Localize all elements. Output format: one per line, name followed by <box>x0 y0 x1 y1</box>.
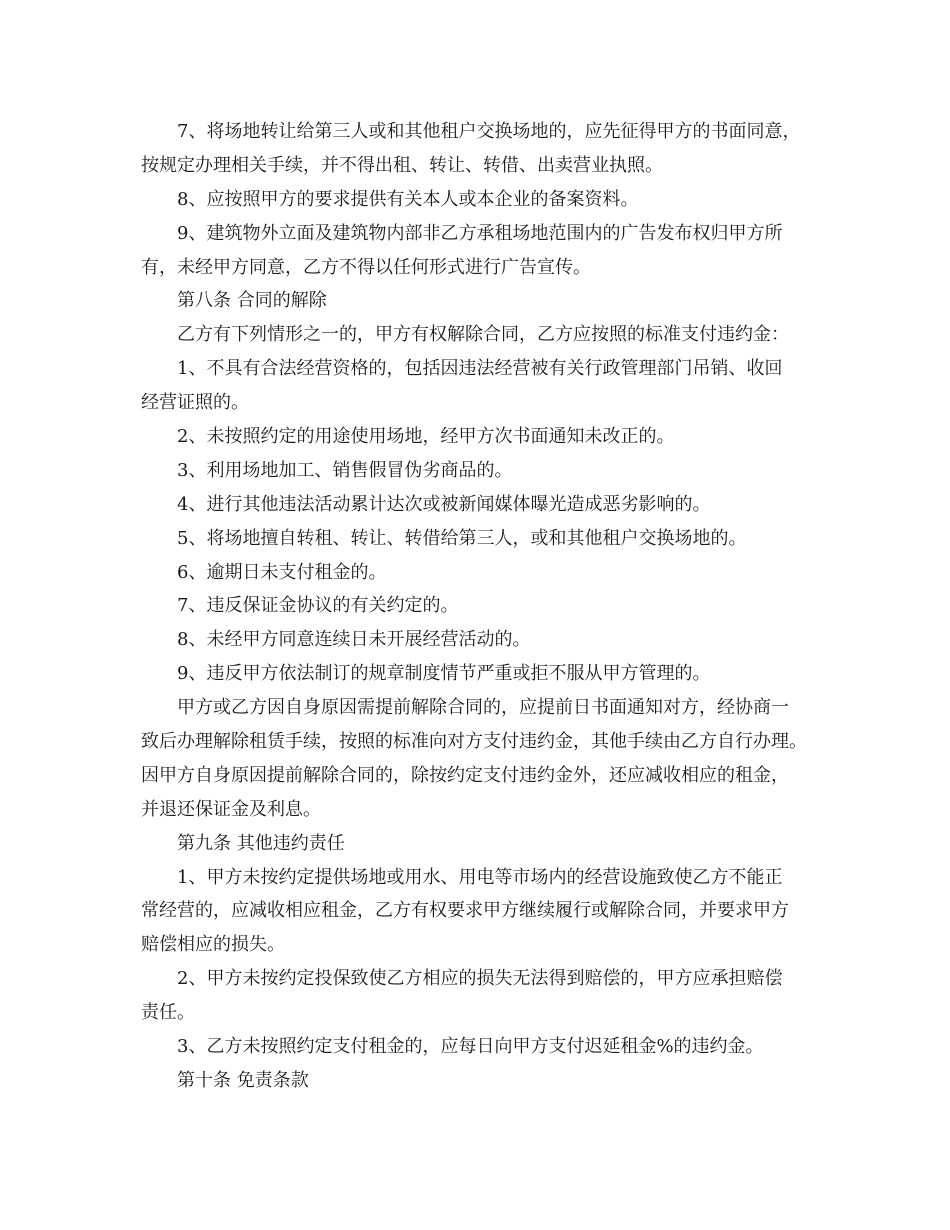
text-line: 9、建筑物外立面及建筑物内部非乙方承租场地范围内的广告发布权归甲方所 <box>177 222 783 244</box>
text-line: 甲方或乙方因自身原因需提前解除合同的，应提前日书面通知对方，经协商一 <box>177 697 789 719</box>
text-line: 2、甲方未按约定投保致使乙方相应的损失无法得到赔偿的，甲方应承担赔偿 <box>177 968 783 990</box>
text-line: 责任。 <box>141 1002 195 1024</box>
text-line: 并退还保证金及利息。 <box>141 798 321 820</box>
text-line: 常经营的，应减收相应租金，乙方有权要求甲方继续履行或解除合同，并要求甲方 <box>141 900 789 922</box>
text-line: 致后办理解除租赁手续，按照的标准向对方支付违约金，其他手续由乙方自行办理。 <box>141 731 807 753</box>
section-heading: 第十条 免责条款 <box>177 1069 309 1091</box>
text-line: 8、未经甲方同意连续日未开展经营活动的。 <box>177 629 531 651</box>
text-line: 2、未按照约定的用途使用场地，经甲方次书面通知未改正的。 <box>177 426 675 448</box>
document-body <box>141 115 821 1098</box>
section-heading: 第九条 其他违约责任 <box>177 832 345 854</box>
text-line: 乙方有下列情形之一的，甲方有权解除合同，乙方应按照的标准支付违约金： <box>177 324 789 346</box>
text-line: 赔偿相应的损失。 <box>141 934 285 956</box>
text-line: 4、进行其他违法活动累计达次或被新闻媒体曝光造成恶劣影响的。 <box>177 493 711 515</box>
text-line: 有，未经甲方同意，乙方不得以任何形式进行广告宣传。 <box>141 256 591 278</box>
text-line: 8、应按照甲方的要求提供有关本人或本企业的备案资料。 <box>177 188 639 210</box>
text-line: 3、利用场地加工、销售假冒伪劣商品的。 <box>177 459 513 481</box>
text-line: 因甲方自身原因提前解除合同的，除按约定支付违约金外，还应减收相应的租金， <box>141 764 789 786</box>
section-heading: 第八条 合同的解除 <box>177 290 327 312</box>
text-line: 9、违反甲方依法制订的规章制度情节严重或拒不服从甲方管理的。 <box>177 663 711 685</box>
text-line: 7、违反保证金协议的有关约定的。 <box>177 595 459 617</box>
text-line: 按规定办理相关手续，并不得出租、转让、转借、出卖营业执照。 <box>141 154 663 176</box>
text-line: 6、逾期日未支付租金的。 <box>177 561 387 583</box>
text-line: 3、乙方未按照约定支付租金的，应每日向甲方支付迟延租金%的违约金。 <box>177 1036 764 1058</box>
text-line: 1、甲方未按约定提供场地或用水、用电等市场内的经营设施致使乙方不能正 <box>177 866 783 888</box>
text-line: 5、将场地擅自转租、转让、转借给第三人，或和其他租户交换场地的。 <box>177 527 747 549</box>
text-line: 7、将场地转让给第三人或和其他租户交换场地的，应先征得甲方的书面同意， <box>177 121 801 142</box>
text-line: 1、不具有合法经营资格的，包括因违法经营被有关行政管理部门吊销、收回 <box>177 358 783 380</box>
text-line: 经营证照的。 <box>141 392 249 414</box>
